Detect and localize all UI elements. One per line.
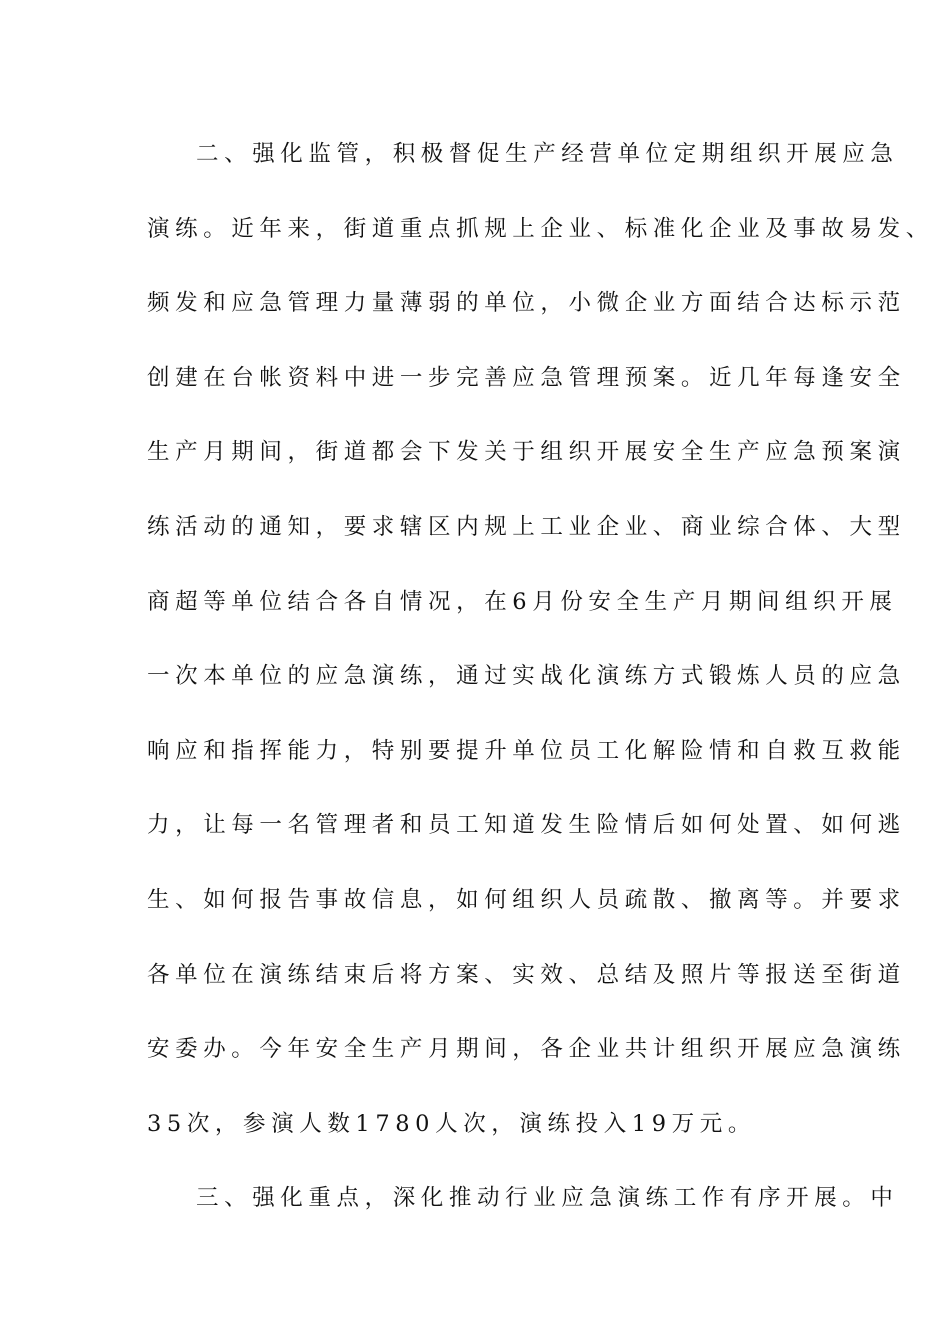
paragraph-line: 响应和指挥能力，特别要提升单位员工化解险情和自救互救能 [147,737,906,764]
paragraph-line: 各单位在演练结束后将方案、实效、总结及照片等报送至街道 [147,961,906,988]
paragraph-line: 创建在台帐资料中进一步完善应急管理预案。近几年每逢安全 [147,364,906,391]
paragraph-line: 练活动的通知，要求辖区内规上工业企业、商业综合体、大型 [147,513,906,540]
paragraph-line: 安委办。今年安全生产月期间，各企业共计组织开展应急演练 [147,1036,906,1063]
paragraph-line: 演练。近年来，街道重点抓规上企业、标准化企业及事故易发、 [147,215,934,242]
paragraph-line: 三、强化重点，深化推动行业应急演练工作有序开展。中 [196,1185,899,1212]
paragraph-line: 生产月期间，街道都会下发关于组织开展安全生产应急预案演 [147,439,906,466]
paragraph-line: 二、强化监管，积极督促生产经营单位定期组织开展应急 [196,141,899,167]
paragraph-line: 频发和应急管理力量薄弱的单位，小微企业方面结合达标示范 [147,290,906,317]
body-text [147,131,934,1250]
paragraph-line: 力，让每一名管理者和员工知道发生险情后如何处置、如何逃 [147,812,906,839]
paragraph-line: 商超等单位结合各自情况，在6月份安全生产月期间组织开展 [147,588,898,615]
paragraph-line: 生、如何报告事故信息，如何组织人员疏散、撤离等。并要求 [147,886,906,913]
paragraph-line: 35次，参演人数1780人次，演练投入19万元。 [147,1110,756,1137]
paragraph-line: 一次本单位的应急演练，通过实战化演练方式锻炼人员的应急 [147,663,906,690]
